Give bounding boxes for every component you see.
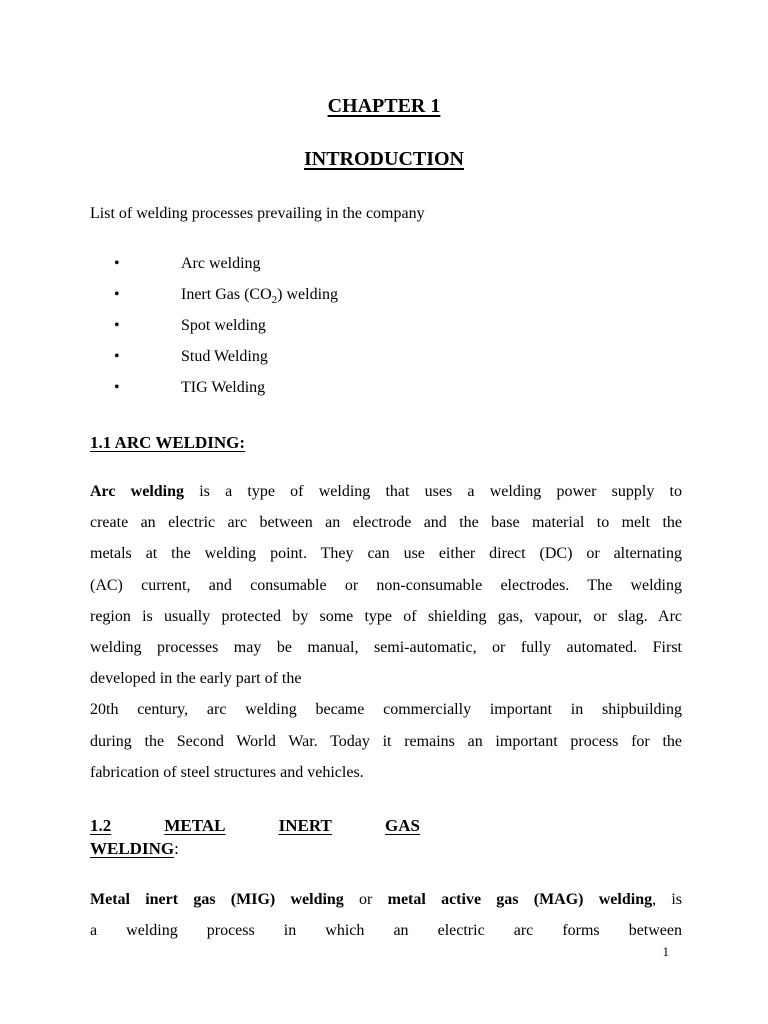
intro-line: List of welding processes prevailing in the company [90, 205, 425, 222]
heading-word: WELDING [90, 839, 175, 858]
heading-word: INERT [278, 816, 332, 835]
paragraph-line: (AC) current, and consumable or non-consumable electrodes. The welding [90, 576, 682, 594]
list-item-label: Arc welding [181, 255, 261, 272]
heading-word: 1.2 [90, 816, 112, 835]
list-item [90, 347, 490, 367]
bold-term: metal active gas (MAG) welding [387, 891, 653, 908]
heading-word: METAL [164, 816, 226, 835]
paragraph-line: welding processes may be manual, semi-automatic, or fully automated. First [90, 638, 682, 656]
bold-term: Metal inert gas (MIG) welding [90, 891, 344, 908]
paragraph-line: create an electric arc between an electrode and the base material to melt the [90, 514, 682, 532]
paragraph-line: during the Second World War. Today it remains an important process for the [90, 732, 682, 750]
bullet-icon: • [114, 255, 120, 272]
bold-term: Arc welding [90, 483, 185, 500]
heading-word: GAS [385, 816, 420, 835]
paragraph-line: metals at the welding point. They can use either direct (DC) or alternating [90, 545, 682, 563]
arc-welding-heading: 1.1 ARC WELDING: [90, 433, 246, 452]
paragraph-line: a welding process in which an electric arc forms between [90, 922, 682, 940]
list-item-label: Stud Welding [181, 348, 268, 365]
list-item-label: Spot welding [181, 317, 266, 334]
list-item [90, 316, 490, 336]
mig-welding-paragraph [90, 884, 682, 946]
list-item-label: TIG Welding [181, 379, 266, 396]
page-number: 1 [662, 944, 669, 959]
mig-welding-heading: 1.2 METAL INERT GAS WELDING: [90, 816, 420, 858]
bullet-icon: • [114, 348, 120, 365]
list-item [90, 254, 490, 274]
list-item-label: Inert Gas $(CO_2)$ welding [181, 286, 339, 307]
paragraph-line: Arc welding is a type of welding that uses a welding power supply to [90, 483, 683, 500]
bullet-icon: • [114, 317, 120, 334]
paragraph-line: region is usually protected by some type of shielding gas, vapour, or slag. Arc [90, 607, 682, 625]
list-item [90, 285, 490, 305]
bullet-icon: • [114, 379, 120, 396]
paragraph-line: developed in the early part of the [90, 670, 302, 688]
paragraph-line: 20th century, arc welding became commercially important in shipbuilding [90, 701, 682, 719]
paragraph-line: Metal inert gas (MIG) welding or metal active gas (MAG) welding, is [90, 891, 683, 908]
chapter-title: CHAPTER 1 [327, 95, 441, 117]
section-title: INTRODUCTION [303, 148, 465, 170]
list-item [90, 378, 490, 398]
arc-welding-paragraph [90, 476, 682, 788]
bullet-icon: • [114, 286, 120, 303]
paragraph-line: fabrication of steel structures and vehicles. [90, 763, 364, 781]
